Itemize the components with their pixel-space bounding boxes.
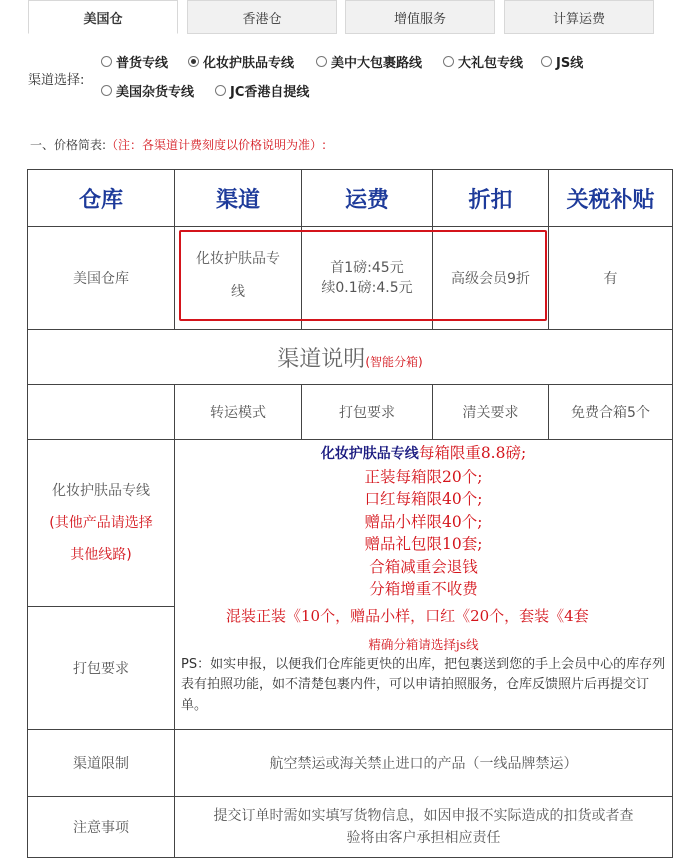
cell-left-packing: 打包要求 — [28, 607, 175, 730]
cell-note-text: 提交订单时需如实填写货物信息，如因申报不实际造成的扣货或者查 验将由客户承担相应责任 — [175, 797, 673, 858]
channel-desc-row — [28, 330, 673, 385]
cell-channel: 化妆护肤品专 线 — [175, 227, 302, 330]
table-header-row — [28, 170, 673, 227]
subheader-packing: 打包要求 — [302, 385, 433, 440]
cell-left-channel: 化妆护肤品专线 (其他产品请选择 其他线路) — [28, 440, 175, 607]
price-summary-note: （注：各渠道计费刻度以价格说明为准）: — [106, 138, 327, 152]
radio-circle[interactable] — [101, 56, 112, 67]
price-summary-heading — [30, 136, 326, 153]
note-row — [28, 797, 673, 858]
header-channel: 渠道 — [175, 170, 302, 227]
radio-us-grocery-line[interactable]: 美国杂货专线 — [101, 81, 194, 100]
radio-circle[interactable] — [443, 56, 454, 67]
cell-shipping-fee: 首1磅:45元 续0.1磅:4.5元 — [302, 227, 433, 330]
radio-jc-hk-pickup-line[interactable]: JC香港自提线 — [215, 81, 309, 100]
cell-note-label: 注意事项 — [28, 797, 175, 858]
radio-circle-selected[interactable] — [188, 56, 199, 67]
detail-js-hint: 精确分箱请选择js线 — [368, 636, 479, 652]
cell-limit-text: 航空禁运或海关禁止进口的产品（一线品牌禁运） — [175, 730, 673, 797]
radio-cosmetics-line[interactable]: 化妆护肤品专线 — [188, 52, 294, 71]
subheader-transfer-mode: 转运模式 — [175, 385, 302, 440]
detail-mix-rule: 混装正装《10个，赠品小样，口红《20个，套装《4套 — [226, 606, 589, 625]
cell-tariff: 有 — [549, 227, 673, 330]
radio-general-line[interactable]: 普货专线 — [101, 52, 168, 71]
header-tariff-subsidy: 关税补贴 — [549, 170, 673, 227]
detail-row — [28, 440, 673, 607]
tab-calc-shipping[interactable]: 计算运费 — [504, 0, 654, 34]
channel-desc-title: 渠道说明(智能分箱) — [28, 330, 673, 385]
detail-head: 化妆护肤品专线 — [320, 446, 419, 462]
cell-limit-label: 渠道限制 — [28, 730, 175, 797]
subheader-row — [28, 385, 673, 440]
subheader-customs: 清关要求 — [433, 385, 549, 440]
price-summary-label: 一、价格简表: — [30, 138, 107, 152]
tab-us-warehouse[interactable]: 美国仓 — [28, 0, 178, 34]
tab-hk-warehouse[interactable]: 香港仓 — [187, 0, 337, 34]
tab-value-added[interactable]: 增值服务 — [345, 0, 495, 34]
price-table — [27, 169, 673, 858]
header-warehouse: 仓库 — [28, 170, 175, 227]
radio-js-line[interactable]: JS线 — [541, 52, 583, 71]
cell-warehouse: 美国仓库 — [28, 227, 175, 330]
radio-circle[interactable] — [316, 56, 327, 67]
channel-select-label: 渠道选择: — [28, 73, 85, 88]
header-discount: 折扣 — [433, 170, 549, 227]
radio-us-cn-parcel-line[interactable]: 美中大包裹路线 — [316, 52, 422, 71]
detail-ps: PS：如实申报，以便我们仓库能更快的出库，把包裹送到您的手上会员中心的库存列表有拍照功能，如不清楚包裹内件，可以申请拍照服务，仓库反馈照片后再提交订单。 — [181, 656, 666, 713]
subheader-free-merge: 免费合箱5个 — [549, 385, 673, 440]
table-row — [28, 227, 673, 330]
limit-row — [28, 730, 673, 797]
channel-detail-content: 化妆护肤品专线每箱限重8.8磅; 正装每箱限20个; 口红每箱限40个; 赠品小样限40个; 赠品礼包限10套; 合箱减重会退钱 分箱增重不收费 混装正装《10个，赠品小样，口红《20个，套装《4套 精确分箱请选择js线 PS：如实申报，以便我们仓库能更快的出库，把包裹送到您的手上会员中心的库存列表有拍照功能，如不清楚包裹内件，可以申请拍照服务，仓库反馈照片后再提交订单。 — [175, 440, 673, 730]
cell-discount: 高级会员9折 — [433, 227, 549, 330]
subheader-empty — [28, 385, 175, 440]
radio-gift-pack-line[interactable]: 大礼包专线 — [443, 52, 523, 71]
radio-circle[interactable] — [541, 56, 552, 67]
radio-circle[interactable] — [215, 85, 226, 96]
radio-circle[interactable] — [101, 85, 112, 96]
header-shipping-fee: 运费 — [302, 170, 433, 227]
